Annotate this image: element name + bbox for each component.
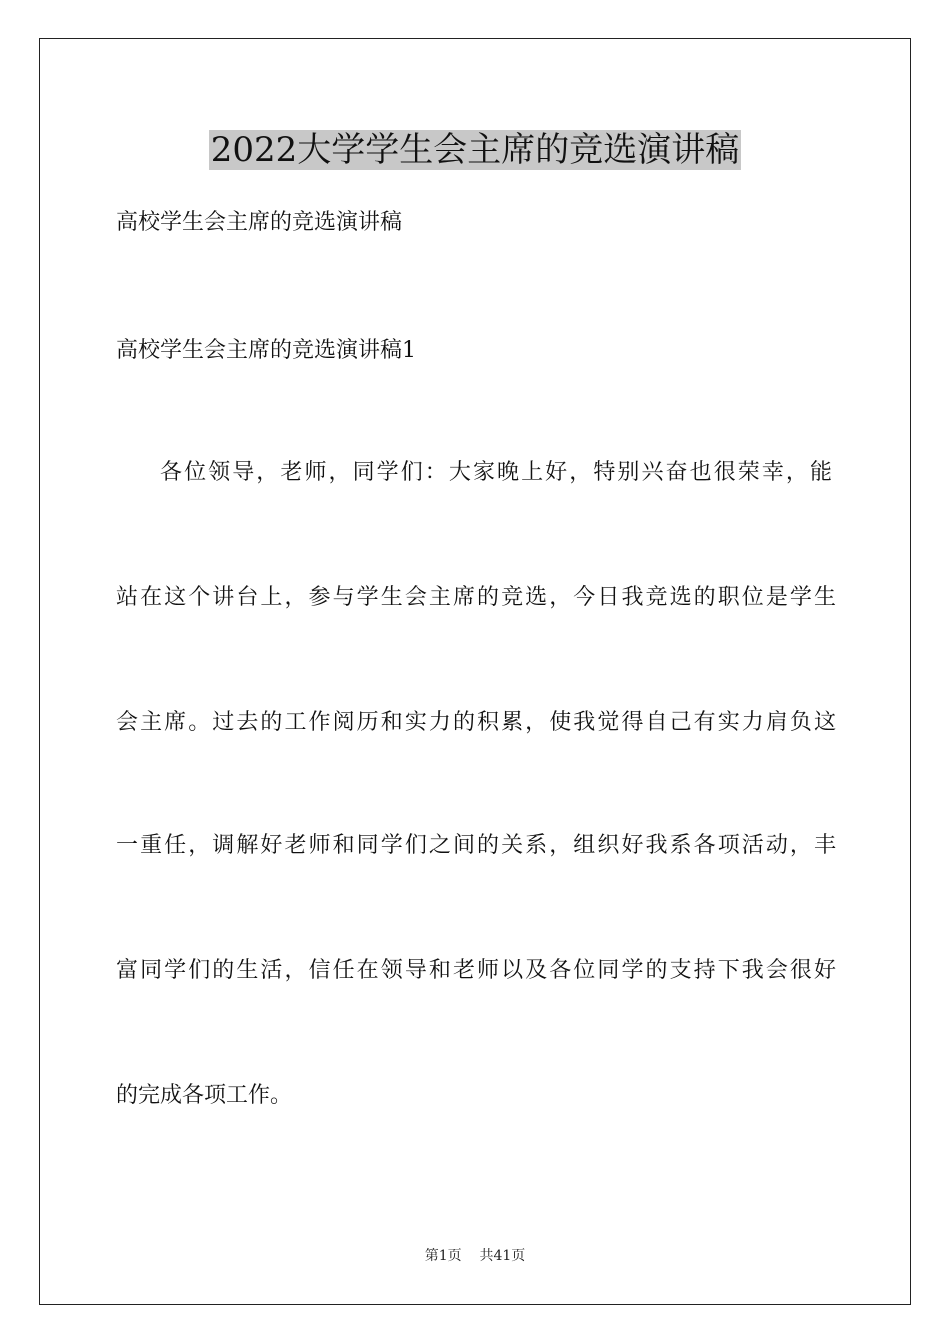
document-title: [0, 128, 950, 172]
page-footer: [0, 1246, 950, 1266]
document-subtitle: 高校学生会主席的竞选演讲稿: [116, 210, 403, 235]
body-line-1: 各位领导，老师，同学们：大家晚上好，特别兴奋也很荣幸，能: [160, 460, 832, 485]
body-line-4: 一重任，调解好老师和同学们之间的关系，组织好我系各项活动，丰: [116, 833, 836, 858]
section-heading: 高校学生会主席的竞选演讲稿1: [116, 338, 416, 363]
body-line-2: 站在这个讲台上，参与学生会主席的竞选，今日我竞选的职位是学生: [116, 585, 836, 610]
page-total: 共41页: [479, 1248, 526, 1264]
body-line-3: 会主席。过去的工作阅历和实力的积累，使我觉得自己有实力肩负这: [116, 710, 836, 735]
document-title-text: 2022大学学生会主席的竞选演讲稿: [210, 130, 740, 170]
page-number: 第1页: [424, 1248, 462, 1264]
body-line-6: 的完成各项工作。: [116, 1083, 293, 1108]
body-line-5: 富同学们的生活，信任在领导和老师以及各位同学的支持下我会很好: [116, 958, 836, 983]
